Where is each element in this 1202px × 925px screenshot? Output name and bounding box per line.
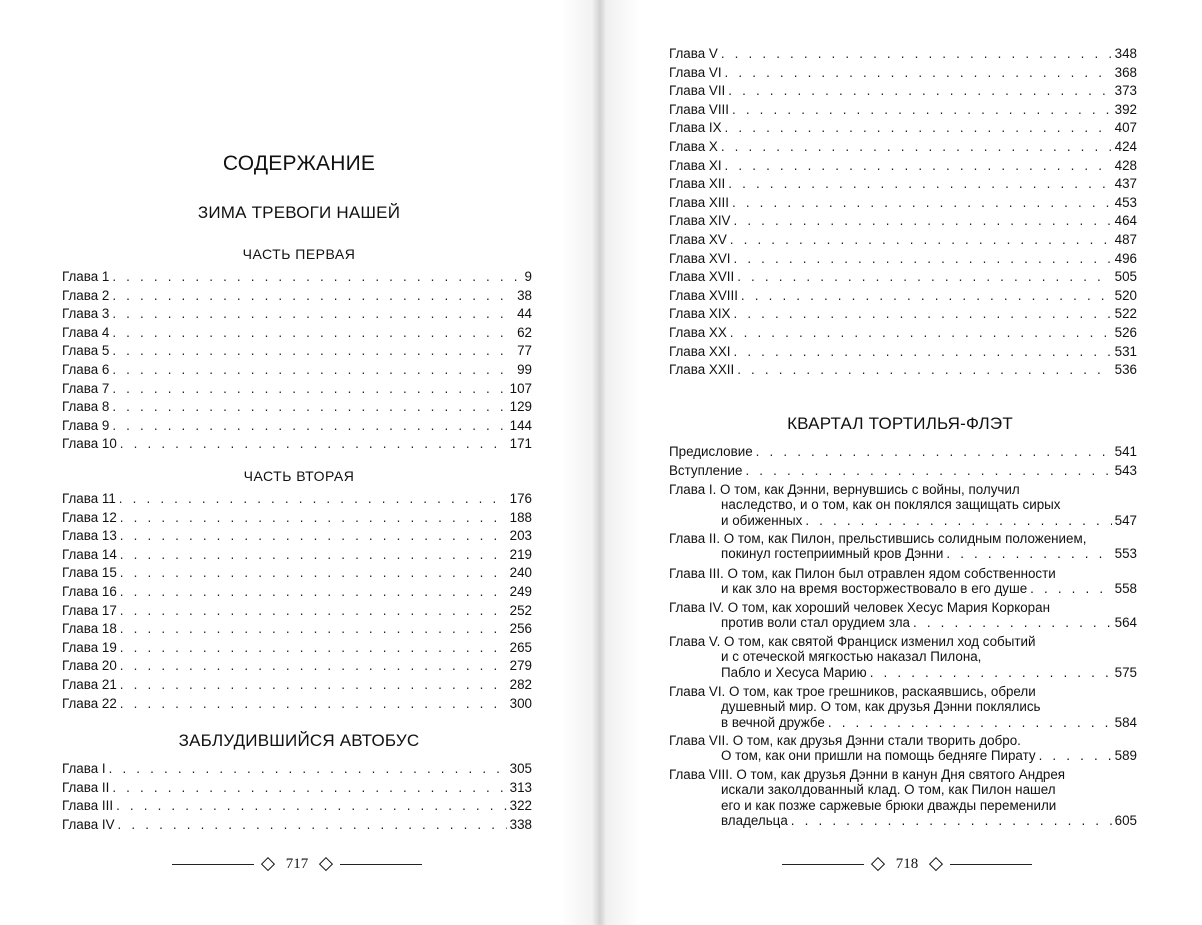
toc-entry-label: Глава XVII [669,269,735,285]
toc-entry-label: Глава XXI [669,343,731,359]
dot-leader [120,639,507,658]
toc-entry [62,583,532,602]
toc-entry-page: 203 [509,528,532,544]
dot-leader [120,583,507,602]
toc-entry-page: 338 [509,816,532,832]
toc-entry-page: 282 [509,676,532,692]
dot-leader [725,119,1112,138]
toc-chapter-entry [669,767,1137,829]
toc-entry [62,509,532,528]
toc-chapter-line: и обиженных [721,512,803,528]
toc-entry-page: 575 [1114,664,1137,680]
toc-entry [669,268,1137,287]
toc-entry-page: 541 [1114,444,1137,459]
toc-entry [669,343,1137,362]
dot-leader [112,380,506,399]
toc-entry-label: Глава 16 [62,583,117,599]
toc-entry-page: 322 [509,798,532,814]
dot-leader [109,760,507,779]
toc-entry [62,779,532,798]
toc-chapter-last-line [669,546,1137,561]
dot-leader [120,676,507,695]
toc-entry-page: 249 [509,583,532,599]
toc-entry-page: 373 [1114,83,1137,99]
toc-entry-page: 407 [1114,120,1137,136]
toc-entry-label: Глава 4 [62,324,110,340]
toc-entry [669,443,1137,462]
folio-rule [340,864,422,865]
toc-entry-label: Глава 11 [62,491,116,506]
toc-chapter-entry [669,482,1137,528]
toc-entry [669,287,1137,306]
toc-entry-page: 176 [509,491,532,506]
toc-entry-label: Вступление [669,462,743,478]
toc-entry-label: Глава 13 [62,528,117,544]
toc-entry-label: Предисловие [669,444,753,459]
toc-entry [669,305,1137,324]
right-page [598,0,1202,925]
toc-entry [62,268,532,287]
toc-entry-page: 38 [517,287,532,303]
toc-entry [62,417,532,436]
toc-entry-page: 564 [1114,615,1137,631]
toc-entry-label: Глава 9 [62,417,110,433]
toc-chapter-line: против воли стал орудием зла [721,615,910,631]
toc-entry-page: 279 [509,658,532,674]
dot-leader [112,287,514,306]
toc-entry-page: 300 [509,695,532,711]
folio-rule [172,864,254,865]
dot-leader [118,816,507,835]
toc-entry [669,250,1137,269]
toc-chapter-line: Глава I. О том, как Дэнни, вернувшись с войны, получил [669,482,1020,497]
toc-entry-label: Глава XVI [669,250,731,266]
toc-entry-label: Глава 15 [62,565,117,581]
dot-leader [112,268,521,287]
dot-leader [732,101,1112,120]
dot-leader [737,268,1111,287]
dot-leader [737,361,1111,380]
toc-entry [669,361,1137,380]
toc-entry [669,101,1137,120]
toc-entry-page: 522 [1114,306,1137,322]
dot-leader [730,324,1112,343]
toc-chapter-last-line [669,748,1137,763]
toc-entry-page: 44 [517,306,532,322]
toc-entry-label: Глава V [669,46,718,61]
toc-entry-page: 536 [1114,362,1137,378]
toc-entry-page: 605 [1114,813,1137,829]
dot-leader [112,324,514,343]
toc-entry-label: Глава XIX [669,306,731,322]
toc-entry-label: Глава IX [669,120,722,136]
dot-leader [913,615,1112,630]
book-title-tortilla: КВАРТАЛ ТОРТИЛЬЯ-ФЛЭТ [787,414,1013,433]
toc-entry-label: Глава II [62,779,110,795]
toc-entry [62,361,532,380]
toc-entry-label: Глава 3 [62,306,110,322]
toc-entry-label: Глава XX [669,324,727,340]
diamond-ornament-icon [319,857,333,871]
toc-entry-page: 553 [1114,546,1137,562]
dot-leader [805,513,1111,528]
toc-entry [62,695,532,714]
page-number-right [782,854,1032,874]
dot-leader [116,797,507,816]
toc-chapter-entry [669,684,1137,730]
toc-entry [62,435,532,454]
toc-entry-label: Глава 6 [62,361,110,377]
toc-entry-page: 589 [1114,748,1137,764]
toc-entry-page: 453 [1114,194,1137,210]
dot-leader [119,490,507,509]
toc-entry-page: 547 [1114,512,1137,528]
dot-leader [120,695,507,714]
toc-entry-page: 543 [1114,462,1137,478]
dot-leader [120,602,507,621]
toc-entry-page: 62 [517,324,532,340]
toc-entry-label: Глава 12 [62,509,117,525]
toc-entry-label: Глава 21 [62,676,117,692]
toc-entry [62,602,532,621]
toc-chapter-line: Глава IV. О том, как хороший человек Хесус Мария Коркоран [669,600,1050,615]
toc-entry-label: Глава 5 [62,343,110,359]
dot-leader [733,250,1111,269]
toc-entry-page: 487 [1114,231,1137,247]
toc-entry [62,287,532,306]
toc-entry [62,760,532,779]
part-two-title: ЧАСТЬ ВТОРАЯ [243,468,355,484]
toc-entry-label: Глава XI [669,157,722,173]
toc-entry-page: 526 [1114,324,1137,340]
toc-entry [62,305,532,324]
toc-entry-page: 240 [509,565,532,581]
dot-leader [870,665,1112,680]
dot-leader [112,779,506,798]
toc-entry-label: Глава 2 [62,287,110,303]
toc-entry-label: Глава VIII [669,101,729,117]
dot-leader [733,305,1111,324]
dot-leader [112,361,514,380]
toc-entry [669,45,1137,64]
toc-entry-label: Глава VII [669,83,726,99]
toc-entry [62,380,532,399]
toc-chapter-line: Глава VI. О том, как трое грешников, раскаявшись, обрели [669,684,1036,699]
dot-leader [725,64,1112,83]
toc-entry [669,138,1137,157]
toc-entry-page: 428 [1114,157,1137,173]
toc-entry-page: 584 [1114,714,1137,730]
toc-entry [62,676,532,695]
toc-entry-page: 188 [509,509,532,525]
toc-entry-label: Глава IV [62,816,115,832]
toc-chapter-line: Глава II. О том, как Пилон, прельстившись солидным положением, [669,531,1087,546]
toc-entry-page: 392 [1114,101,1137,117]
toc-entry-page: 305 [509,761,532,776]
toc-chapter-line: Глава V. О том, как святой Франциск изменил ход событий [669,634,1036,649]
toc-entry-label: Глава 20 [62,658,117,674]
dot-leader [730,231,1112,250]
toc-entry [669,462,1137,481]
contents-title: СОДЕРЖАНИЕ [222,152,376,175]
toc-entry-page: 144 [509,417,532,433]
dot-leader [1030,581,1112,596]
toc-entry-page: 99 [517,361,532,377]
dot-leader [728,82,1111,101]
toc-chapter-line: в вечной дружбе [721,714,825,730]
left-page [0,0,598,925]
toc-entry-label: Глава 10 [62,436,117,452]
dot-leader [112,417,506,436]
toc-entry-label: Глава XII [669,176,726,192]
diamond-ornament-icon [929,857,943,871]
toc-chapter-line: душевный мир. О том, как друзья Дэнни поклялись [721,699,1041,715]
dot-leader [756,443,1112,462]
dot-leader [112,305,514,324]
dot-leader [120,657,507,676]
toc-entry-page: 496 [1114,250,1137,266]
toc-entry-label: Глава XIV [669,213,731,229]
dot-leader [745,462,1111,481]
toc-entry [62,398,532,417]
toc-entry-page: 437 [1114,176,1137,192]
folio-rule [782,864,864,865]
toc-entry [62,564,532,583]
toc-entry [669,212,1137,231]
toc-entry [62,797,532,816]
toc-chapter-last-line [669,513,1137,528]
toc-entry-label: Глава 18 [62,621,117,637]
dot-leader [120,527,507,546]
toc-entry-page: 558 [1114,581,1137,597]
toc-entry [669,157,1137,176]
toc-chapter-line: Глава VIII. О том, как друзья Дэнни в канун Дня святого Андрея [669,767,1066,782]
toc-chapter-last-line [669,665,1137,680]
toc-entry-label: Глава XV [669,231,727,247]
toc-chapter-line: Пабло и Хесуса Марию [721,664,867,680]
toc-tortilla-front [669,443,1137,480]
dot-leader [946,546,1111,561]
toc-entry-label: Глава X [669,138,718,154]
toc-entry [62,657,532,676]
toc-entry [62,620,532,639]
dot-leader [725,157,1112,176]
dot-leader [120,564,507,583]
folio-rule [950,864,1032,865]
toc-entry-page: 313 [509,779,532,795]
toc-entry-page: 9 [524,269,532,284]
toc-entry [669,324,1137,343]
toc-entry [62,546,532,565]
part-one-title: ЧАСТЬ ПЕРВАЯ [242,246,356,262]
toc-entry-page: 265 [509,639,532,655]
toc-entry [62,527,532,546]
toc-entry [62,342,532,361]
dot-leader [120,435,507,454]
page-number-left [172,854,422,874]
toc-entry-page: 129 [509,399,532,415]
toc-entry-page: 505 [1114,269,1137,285]
toc-chapter-line: и как зло на время восторжествовало в его душе [721,581,1028,597]
toc-entry-label: Глава 17 [62,602,117,618]
toc-chapter-entry [669,531,1137,562]
toc-chapter-entry [669,733,1137,764]
dot-leader [112,342,514,361]
dot-leader [721,138,1112,157]
toc-entry [669,194,1137,213]
dot-leader [120,546,507,565]
dot-leader [733,343,1111,362]
toc-entry-page: 531 [1114,343,1137,359]
toc-entry-label: Глава III [62,798,114,814]
toc-entry-page: 368 [1114,64,1137,80]
dot-leader [728,175,1111,194]
toc-entry-label: Глава I [62,761,106,776]
toc-chapter-line: Глава III. О том, как Пилон был отравлен ядом собственности [669,566,1056,581]
dot-leader [112,398,506,417]
toc-chapter-line: владельца [721,813,788,829]
book-title-winter: ЗИМА ТРЕВОГИ НАШЕЙ [197,203,401,222]
toc-entry-label: Глава 14 [62,546,117,562]
toc-chapter-entry [669,634,1137,680]
toc-entry-label: Глава 22 [62,695,117,711]
toc-entry-page: 256 [509,621,532,637]
toc-entry-page: 77 [517,343,532,359]
toc-chapter-line: Глава VII. О том, как друзья Дэнни стали творить добро. [669,733,1021,748]
toc-chapter-last-line [669,615,1137,630]
toc-entry [669,119,1137,138]
toc-entry-label: Глава 19 [62,639,117,655]
diamond-ornament-icon [871,857,885,871]
toc-entry [62,490,532,509]
dot-leader [120,509,507,528]
toc-entry-label: Глава XIII [669,194,729,210]
dot-leader [120,620,507,639]
toc-chapter-line: искали заколдованный клад. О том, как Пилон нашел [721,782,1056,798]
dot-leader [721,45,1112,64]
toc-entry-page: 171 [509,436,532,452]
toc-chapter-entry [669,600,1137,631]
toc-entry-page: 107 [509,380,532,396]
dot-leader [741,287,1112,306]
toc-chapter-last-line [669,581,1137,596]
toc-entry [669,175,1137,194]
dot-leader [791,813,1112,828]
toc-chapter-line: покинул гостеприимный кров Дэнни [721,546,944,562]
toc-entry [62,816,532,835]
toc-entry-label: Глава VI [669,64,722,80]
toc-entry-label: Глава 1 [62,269,110,284]
toc-entry [669,82,1137,101]
dot-leader [828,715,1112,730]
toc-chapter-last-line [669,715,1137,730]
toc-part-two [62,490,532,713]
toc-entry-label: Глава 7 [62,380,110,396]
toc-chapter-line: О том, как они пришли на помощь бедняге Пирату [721,748,1036,764]
toc-chapter-last-line [669,813,1137,828]
dot-leader [1039,748,1112,763]
toc-entry [669,231,1137,250]
toc-bus-chapters [62,760,532,834]
toc-chapter-entry [669,566,1137,597]
book-title-bus: ЗАБЛУДИВШИЙСЯ АВТОБУС [178,731,420,750]
toc-entry-page: 348 [1114,46,1137,61]
toc-entry-label: Глава XVIII [669,287,738,303]
toc-entry-page: 219 [509,546,532,562]
toc-entry-page: 464 [1114,213,1137,229]
toc-part-one [62,268,532,454]
dot-leader [733,212,1111,231]
page-number: 717 [285,855,309,872]
toc-entry-label: Глава XXII [669,362,735,378]
toc-entry-page: 424 [1114,138,1137,154]
toc-chapter-line: и с отеческой мягкостью наказал Пилона, [721,649,982,665]
toc-chapter-line: наследство, и о том, как он поклялся защищать сирых [721,497,1061,513]
toc-entry [62,639,532,658]
toc-chapter-line: его и как позже саржевые брюки дважды переменили [721,797,1057,813]
toc-entry-page: 520 [1114,287,1137,303]
toc-entry-label: Глава 8 [62,399,110,415]
diamond-ornament-icon [261,857,275,871]
dot-leader [732,194,1112,213]
toc-entry [62,324,532,343]
page-number: 718 [895,855,919,872]
toc-bus-chapters-continued [669,45,1137,380]
toc-entry-page: 252 [509,602,532,618]
toc-entry [669,64,1137,83]
